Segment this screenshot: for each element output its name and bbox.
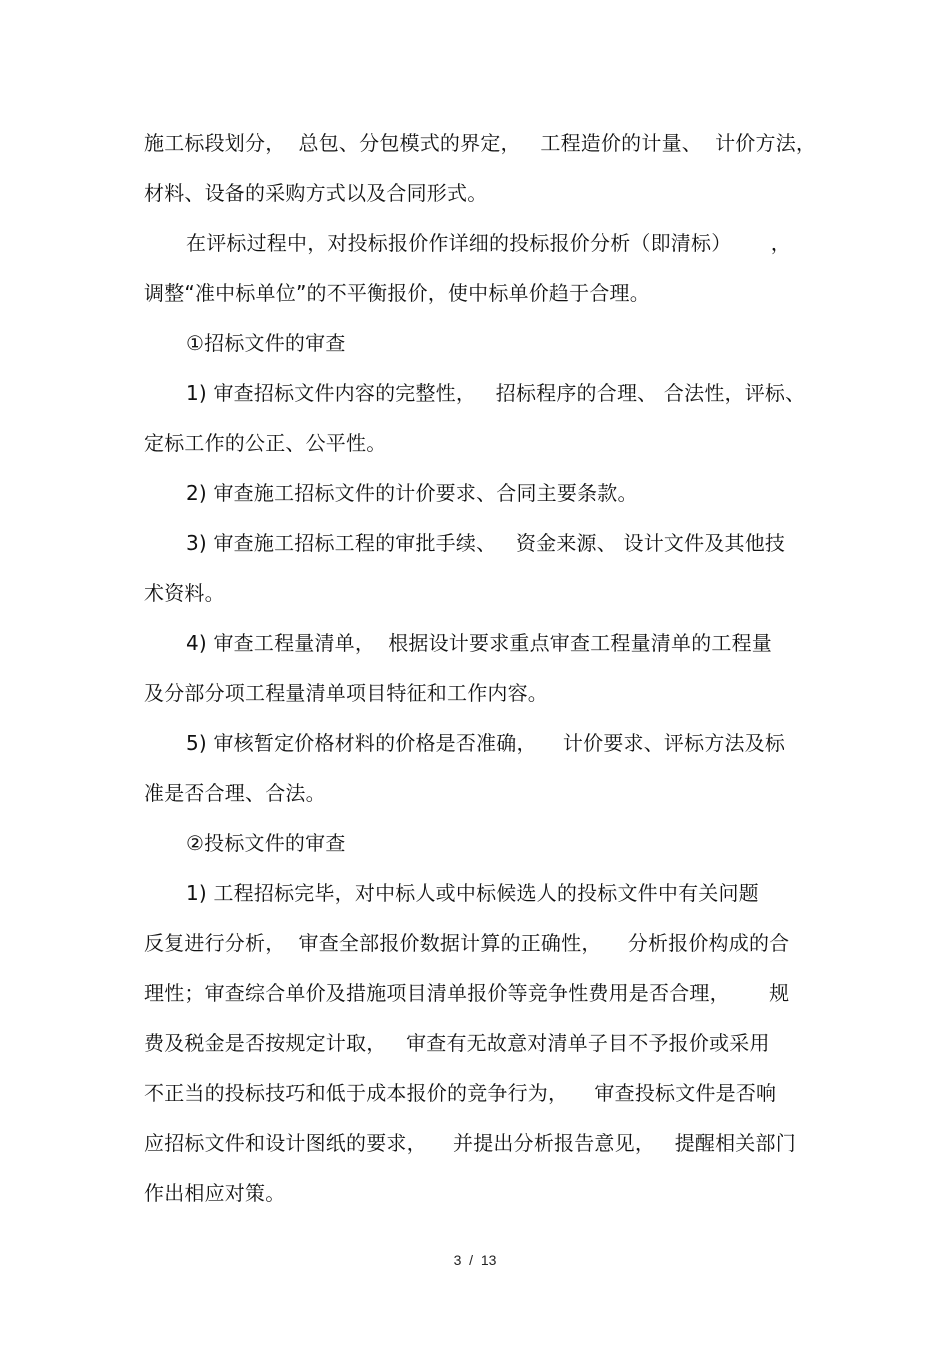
text-line: 作出相应对策。	[144, 1181, 286, 1205]
section-heading: ①招标文件的审查	[186, 331, 346, 355]
text-line: 费及税金是否按规定计取， 审查有无故意对清单子目不予报价或采用	[144, 1031, 770, 1055]
text-line: 应招标文件和设计图纸的要求， 并提出分析报告意见， 提醒相关部门	[144, 1131, 796, 1155]
text-line: 2) 审查施工招标文件的计价要求、合同主要条款。	[186, 481, 638, 505]
text-line: 及分部分项工程量清单项目特征和工作内容。	[144, 681, 548, 705]
text-line: 理性；审查综合单价及措施项目清单报价等竞争性费用是否合理， 规	[144, 981, 790, 1005]
text-line: 4) 审查工程量清单， 根据设计要求重点审查工程量清单的工程量	[186, 631, 772, 655]
text-line: 1) 工程招标完毕，对中标人或中标候选人的投标文件中有关问题	[186, 881, 759, 905]
text-line: 3) 审查施工招标工程的审批手续、 资金来源、 设计文件及其他技	[186, 531, 786, 555]
text-line: 在评标过程中，对投标报价作详细的投标报价分析（即清标） ，	[186, 231, 791, 255]
text-line: 反复进行分析， 审查全部报价数据计算的正确性， 分析报价构成的合	[144, 931, 790, 955]
text-line: 术资料。	[144, 581, 225, 605]
page-number: 3 / 13	[453, 1252, 497, 1268]
text-line: 1) 审查招标文件内容的完整性， 招标程序的合理、 合法性，评标、	[186, 381, 806, 405]
text-line: 施工标段划分， 总包、分包模式的界定， 工程造价的计量、 计价方法，	[144, 131, 817, 155]
text-line: 调整“准中标单位”的不平衡报价，使中标单价趋于合理。	[144, 281, 650, 305]
text-line: 不正当的投标技巧和低于成本报价的竞争行为， 审查投标文件是否响	[144, 1081, 777, 1105]
text-line: 定标工作的公正、公平性。	[144, 431, 387, 455]
text-line: 材料、设备的采购方式以及合同形式。	[144, 181, 488, 205]
text-line: 准是否合理、合法。	[144, 781, 326, 805]
text-line: 5) 审核暂定价格材料的价格是否准确， 计价要求、评标方法及标	[186, 731, 786, 755]
section-heading: ②投标文件的审查	[186, 831, 346, 855]
